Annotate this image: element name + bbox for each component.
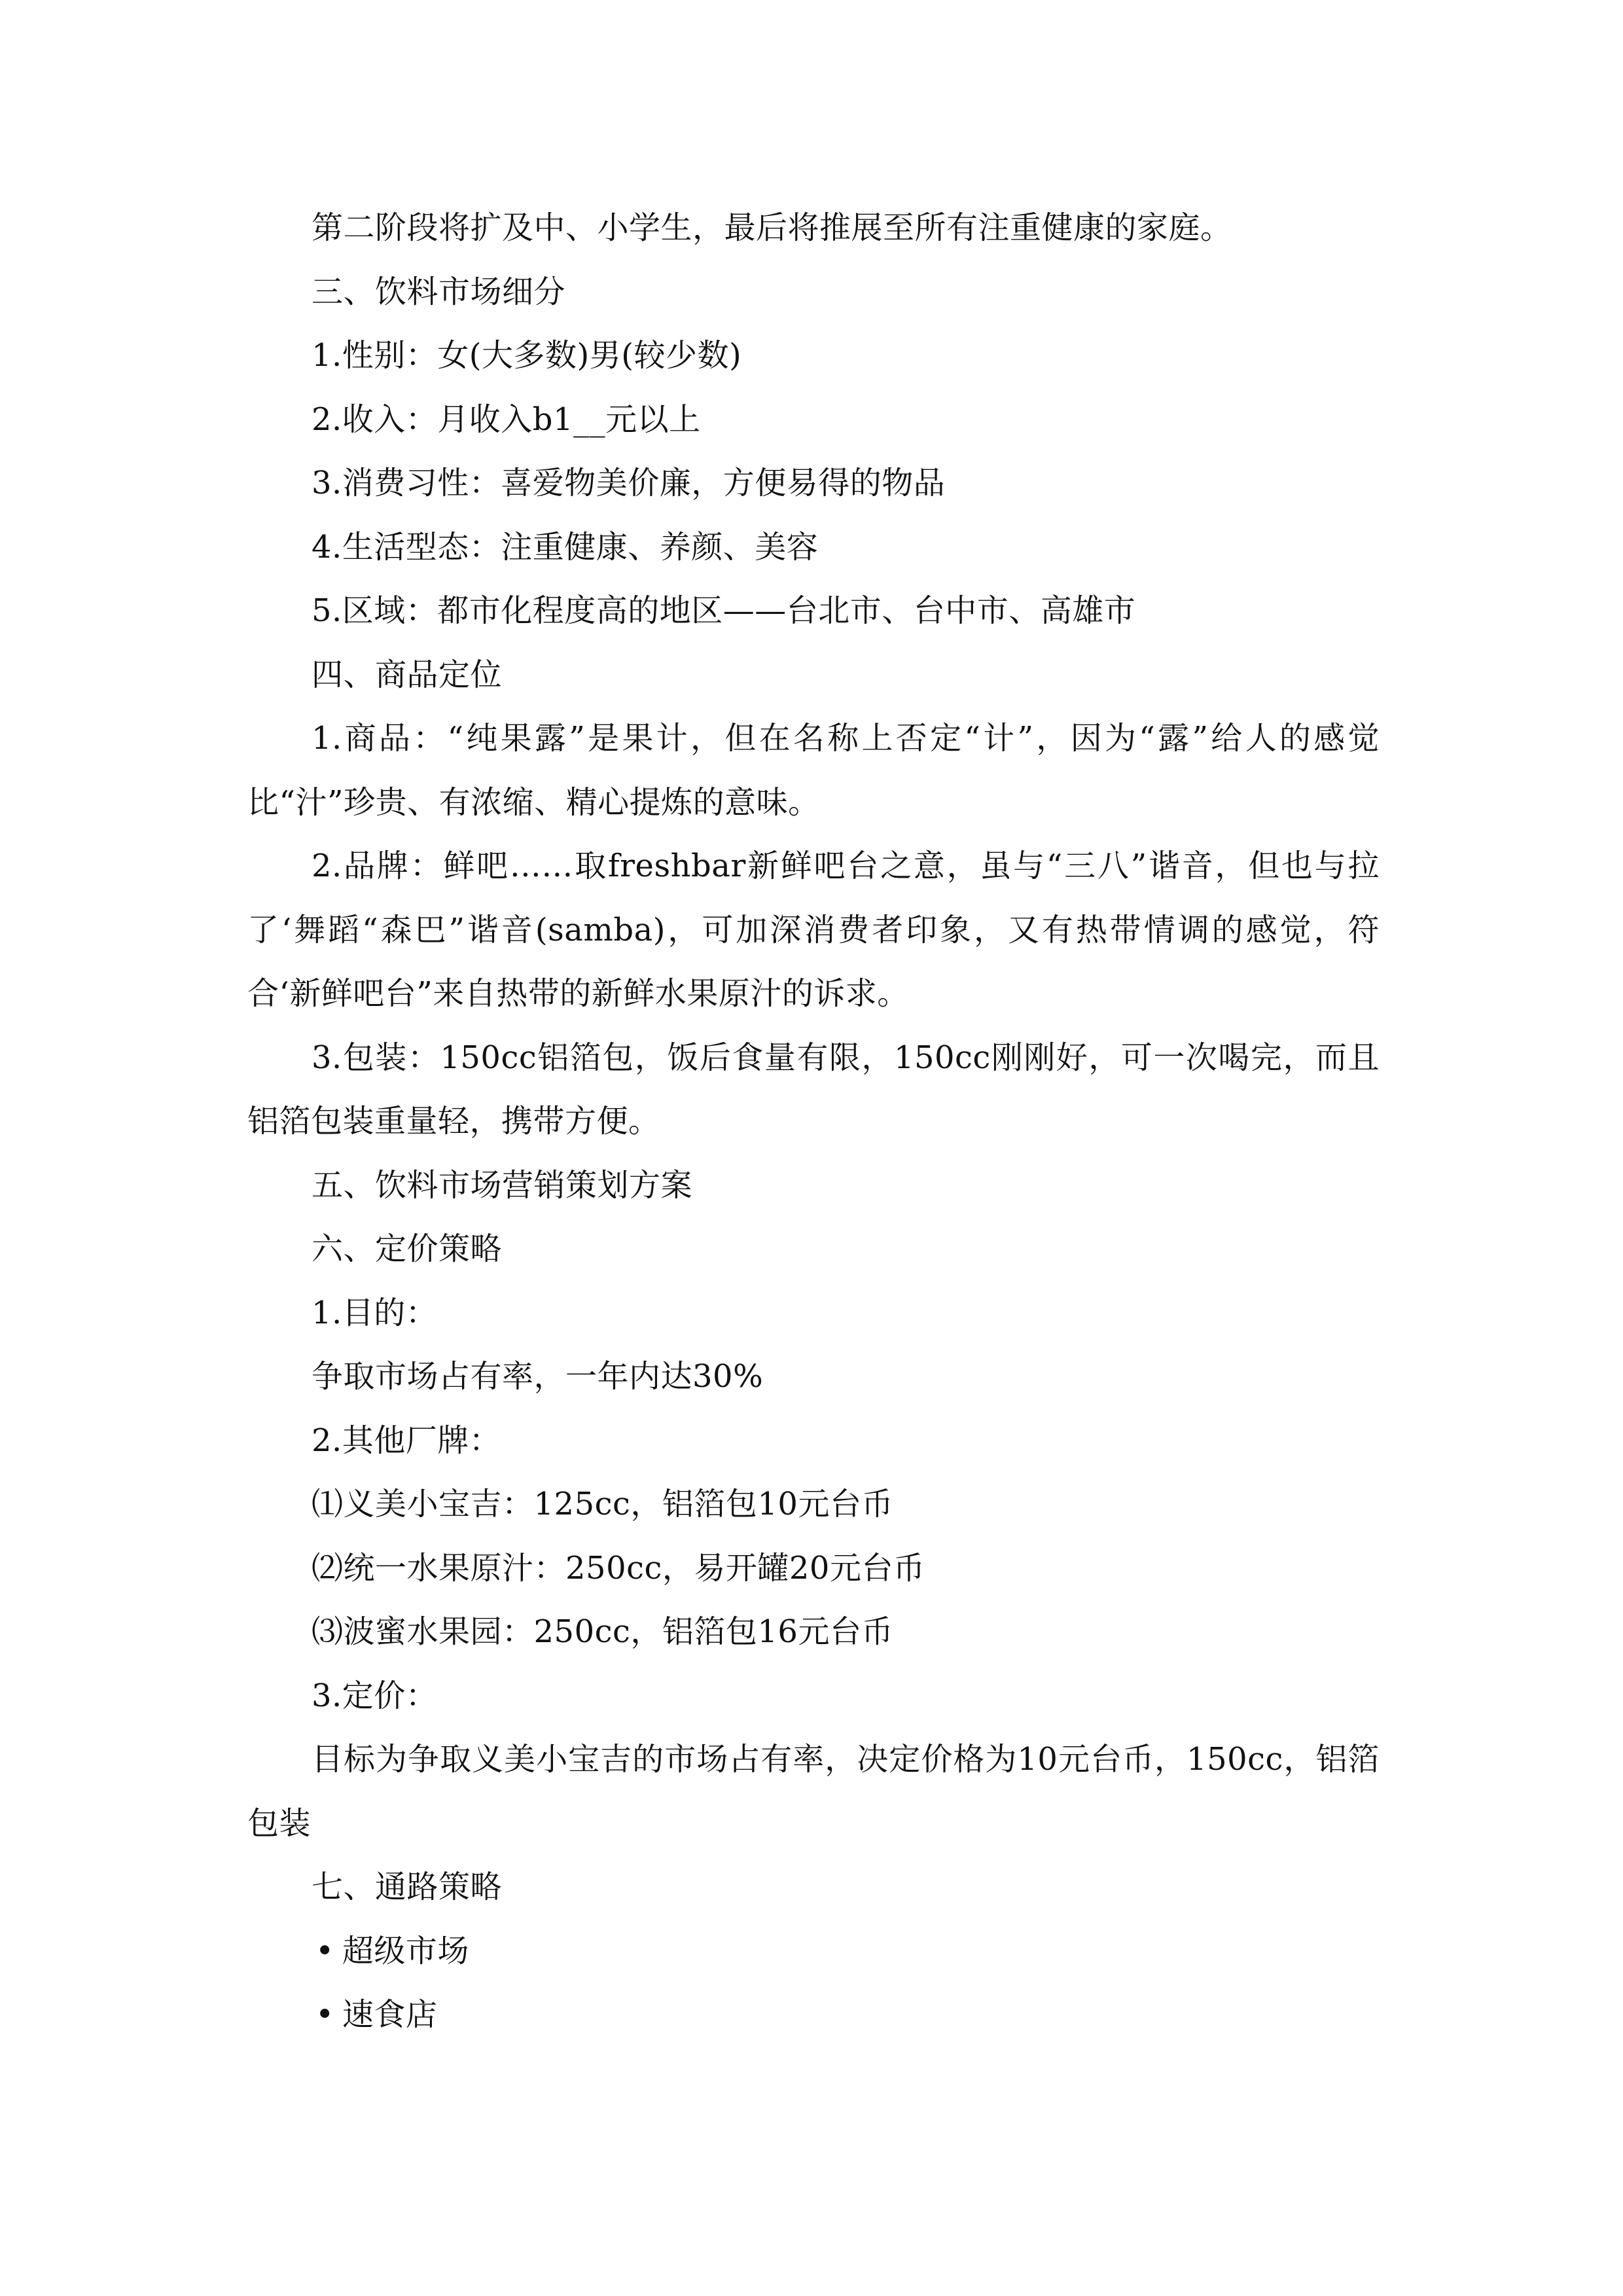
- bullet-text: 超级市场: [342, 1932, 469, 1969]
- brand-bomi: ⑶波蜜水果园：250cc，铝箔包16元台币: [312, 1613, 893, 1650]
- heading-channel-strategy: 七、通路策略: [312, 1869, 503, 1905]
- bullet-item: [247, 1983, 1380, 2047]
- paragraph-stage-two: 第二阶段将扩及中、小学生，最后将推展至所有注重健康的家庭。: [312, 209, 1232, 246]
- heading-marketing-plan: 五、饮料市场营销策划方案: [312, 1166, 693, 1204]
- heading-market-segmentation: 三、饮料市场细分: [312, 273, 566, 310]
- bullet-marker: •: [315, 1996, 334, 2033]
- item-region: 5.区域：都市化程度高的地区——台北市、台中市、高雄市: [312, 592, 1136, 629]
- item-pricing: 3.定价：: [312, 1677, 438, 1714]
- bullet-item: [247, 1920, 1380, 1984]
- paragraph-pricing-decision: 目标为争取义美小宝吉的市场占有率，决定价格为10元台币，150cc，铝箔包装: [247, 1741, 1380, 1842]
- heading-pricing-strategy: 六、定价策略: [312, 1230, 503, 1267]
- item-lifestyle: 4.生活型态：注重健康、养颜、美容: [312, 528, 819, 565]
- bullet-marker: •: [315, 1932, 334, 1969]
- item-gender: 1.性别：女(大多数)男(较少数): [312, 337, 742, 374]
- item-income: 2.收入：月收入b1__元以上: [312, 401, 701, 438]
- paragraph-product: 1.商品：“纯果露”是果计，但在名称上否定“计”，因为“露”给人的感觉比“汁”珍贵、有浓缩、精心提炼的意味。: [247, 720, 1380, 821]
- item-purpose: 1.目的：: [312, 1294, 438, 1331]
- item-consumption-habit: 3.消费习性：喜爱物美价廉，方便易得的物品: [312, 465, 946, 501]
- bullet-text: 速食店: [342, 1996, 438, 2033]
- paragraph-packaging: 3.包装：150cc铝箔包，饭后食量有限，150cc刚刚好，可一次喝完，而且铝箔包装重量轻，携带方便。: [247, 1039, 1380, 1139]
- document-body: [247, 196, 1380, 2047]
- brand-tongyi: ⑵统一水果原汁：250cc，易开罐20元台币: [312, 1549, 925, 1587]
- brand-yimei: ⑴义美小宝吉：125cc，铝箔包10元台币: [312, 1486, 893, 1522]
- item-other-brands: 2.其他厂牌：: [312, 1422, 501, 1459]
- paragraph-brand: 2.品牌：鲜吧……取freshbar新鲜吧台之意，虽与“三八”谐音，但也与拉了‘舞蹈“森巴”谐音(samba)，可加深消费者印象，又有热带情调的感觉，符合‘新鲜吧台”来自热带的新鲜水果原汁的诉求。: [247, 848, 1380, 1012]
- paragraph-market-share-goal: 争取市场占有率，一年内达30%: [312, 1358, 764, 1395]
- heading-product-positioning: 四、商品定位: [312, 656, 503, 693]
